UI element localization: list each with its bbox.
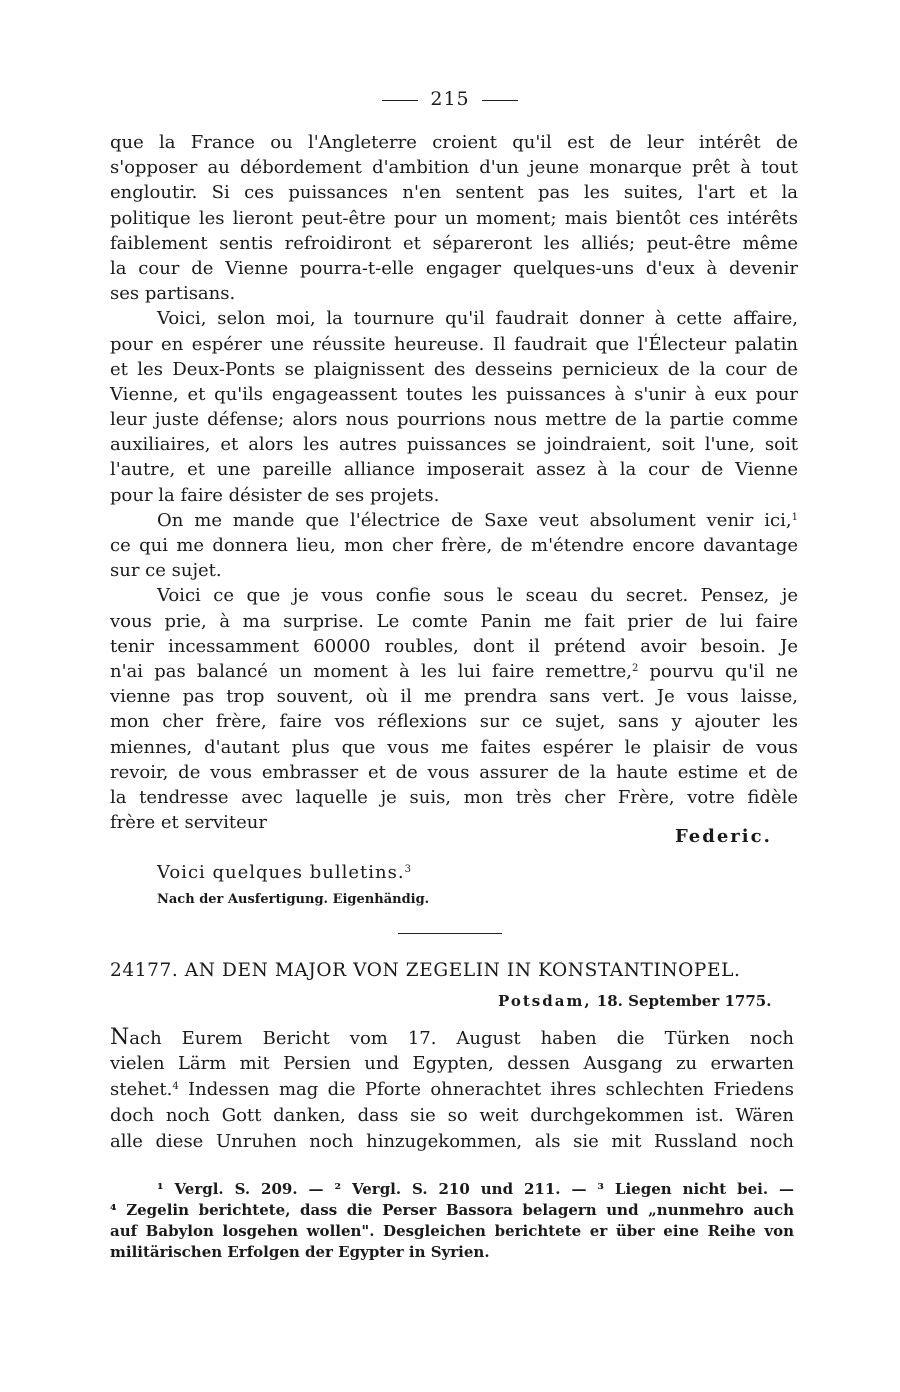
signature: Federic. [675, 826, 772, 847]
dateline-date: 18. September 1775. [596, 992, 772, 1010]
text-line: la tendresse avec laquelle je suis, mon très cher Frère, votre fidèle [110, 786, 798, 808]
text-line: sur ce sujet. [110, 560, 222, 582]
text-fragment: On me mande que l'électrice de Saxe veut absolument venir ici, [157, 509, 792, 531]
text-line: leur juste défense; alors nous pourrions nous mettre de la partie comme [110, 409, 798, 431]
text-line: revoir, de vous embrasser et de vous assurer de la haute estime et de [110, 761, 798, 783]
postscript-text: Voici quelques bulletins. [157, 862, 405, 883]
footnote-mark: 1 [791, 511, 798, 523]
text-line: ses partisans. [110, 283, 236, 305]
text-line: engloutir. Si ces puissances n'en sentent pas les suites, l'art et la [110, 182, 798, 204]
text-line: que la France ou l'Angleterre croient qu'il est de leur intérêt de [110, 132, 798, 153]
footnote-text: Vergl. S. 209. — ² Vergl. S. 210 und 211. — ³ Liegen nicht bei. — [174, 1180, 794, 1198]
text-line: politique les lieront peut-être pour un moment; mais bientôt ces intérêts [110, 207, 798, 229]
footnote-line [110, 1200, 794, 1221]
header-dash-right [482, 100, 518, 101]
text-line: pour en espérer une réussite heureuse. Il faudrait que l'Électeur palatin [110, 333, 798, 355]
letter-heading: 24177. AN DEN MAJOR VON ZEGELIN IN KONSTANTINOPEL. [110, 960, 741, 981]
letter-body [110, 130, 798, 835]
text-line: doch noch Gott danken, dass sie so weit durchgekommen ist. Wären [110, 1105, 794, 1126]
text-line: tenir incessamment 60000 roubles, dont il prétend avoir besoin. Je [110, 635, 798, 657]
text-line: vous prie, à ma surprise. Le comte Panin me fait prier de lui faire [110, 610, 798, 632]
header-dash-left [382, 100, 418, 101]
letter2-body [110, 1025, 794, 1155]
text-line: miennes, d'autant plus que vous me faites espérer le plaisir de vous [110, 736, 798, 758]
text-line: ce qui me donnera lieu, mon cher frère, de m'étendre encore davantage [110, 535, 798, 556]
text-line: et les Deux-Ponts se plaignissent des desseins pernicieux de la cour de [110, 358, 798, 380]
footnote-line [110, 1179, 794, 1200]
text-line: Vienne, et qu'ils engageassent toutes les puissances à s'unir à eux pour [110, 383, 798, 405]
text-line: Voici, selon moi, la tournure qu'il faudrait donner à cette affaire, [157, 308, 798, 330]
text-line: pour la faire désister de ses projets. [110, 484, 440, 506]
text-line: alle diese Unruhen noch hinzugekommen, als sie mit Russland noch [110, 1131, 794, 1152]
text-fragment: n'ai pas balancé un moment à les lui faire remettre, [110, 660, 632, 682]
text-line: l'autre, et une pareille alliance imposerait assez à la cour de Vienne [110, 459, 798, 481]
section-divider [398, 933, 502, 934]
text-line: mon cher frère, faire vos réflexions sur ce sujet, sans y ajouter les [110, 711, 798, 733]
text-line: Voici ce que je vous confie sous le sceau du secret. Pensez, je [157, 585, 798, 607]
text-fragment: stehet. [110, 1079, 173, 1100]
footnote-number: ⁴ [110, 1201, 117, 1219]
text-line: vienne pas trop souvent, où il me prendra sans vert. Je vous laisse, [110, 686, 798, 708]
text-line-with-footnote [110, 1077, 794, 1103]
text-line: la cour de Vienne pourra-t-elle engager quelques-uns d'eux à devenir [110, 257, 798, 279]
dateline [498, 992, 771, 1010]
text-line-with-footnote [110, 659, 798, 684]
postscript [157, 862, 412, 883]
footnote-text: Zegelin berichtete, dass die Perser Bassora belagern und „nunmehro auch [126, 1201, 794, 1219]
footnote-mark: 4 [172, 1081, 179, 1092]
footnotes [110, 1179, 794, 1263]
footnote-mark: 3 [404, 864, 412, 875]
text-line: frère et serviteur [110, 812, 268, 834]
page-number: 215 [430, 88, 470, 110]
text-line: faiblement sentis refroidiront et sépareront les alliés; peut-être même [110, 232, 798, 254]
footnote-mark: 2 [631, 662, 639, 674]
text-fragment: Indessen mag die Pforte ohnerachtet ihres schlechten Friedens [188, 1079, 794, 1100]
text-line-with-footnote [110, 508, 798, 533]
text-line [110, 1025, 794, 1051]
text-fragment: ach Eurem Bericht vom 17. August haben die Türken noch [129, 1028, 794, 1049]
text-line: vielen Lärm mit Persien und Egypten, dessen Ausgang zu erwarten [110, 1053, 794, 1074]
text-line: s'opposer au débordement d'ambition d'un jeune monarque prêt à tout [110, 157, 798, 179]
footnote-number: ¹ [157, 1180, 164, 1198]
footnote-line: militärischen Erfolgen der Egypter in Syrien. [110, 1243, 490, 1261]
dateline-place: Potsdam, [498, 992, 592, 1010]
page-number-header [0, 88, 900, 110]
text-line: auxiliaires, et alors les autres puissances se joindraient, soit l'une, soit [110, 434, 798, 456]
source-note: Nach der Ausfertigung. Eigenhändig. [157, 892, 430, 907]
initial-letter: N [110, 1025, 130, 1050]
footnote-line: auf Babylon losgehen wollen". Desgleichen berichtete er über eine Reihe von [110, 1222, 794, 1240]
text-fragment: pourvu qu'il ne [649, 660, 798, 682]
